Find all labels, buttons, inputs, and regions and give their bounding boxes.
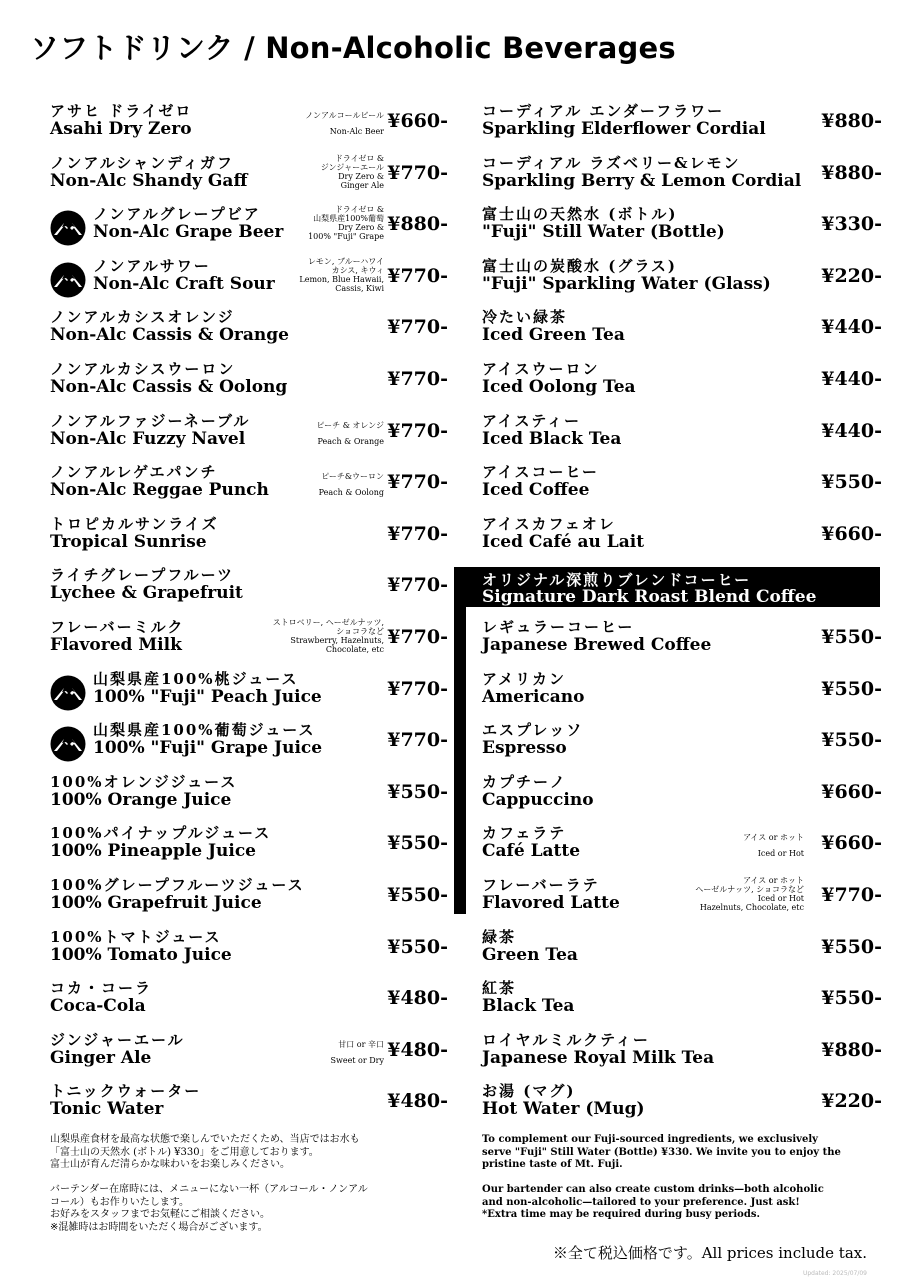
menu-item-price: ¥770- (387, 367, 448, 390)
menu-item-names (50, 979, 152, 1015)
menu-column-right (482, 100, 902, 1132)
menu-item-price: ¥480- (387, 987, 448, 1010)
menu-item-names (93, 205, 283, 241)
menu-item-names (482, 360, 636, 396)
menu-item-price: ¥480- (387, 1038, 448, 1061)
menu-item-note: レモン, ブルーハワイ カシス, キウィ Lemon, Blue Hawaii, Cassis, Kiwi (299, 256, 384, 293)
menu-item (482, 358, 902, 410)
menu-item-names (50, 102, 192, 138)
coffee-section-bar (454, 567, 466, 914)
menu-item-name-en: Ginger Ale (50, 1047, 152, 1068)
menu-item-names (482, 257, 771, 293)
menu-item-name-jp: ノンアルカシスウーロン (50, 359, 236, 378)
menu-item-name-en: Non-Alc Fuzzy Navel (50, 428, 246, 449)
menu-item-names (482, 515, 644, 551)
menu-item-names (482, 463, 599, 499)
menu-item (50, 1080, 470, 1132)
menu-item-price: ¥770- (387, 729, 448, 752)
menu-item-names (482, 824, 580, 860)
menu-item-name-jp: アメリカン (482, 669, 566, 688)
menu-item (482, 100, 902, 152)
menu-item-name-jp: ジンジャーエール (50, 1030, 185, 1049)
menu-item-names (482, 205, 725, 241)
menu-item (482, 152, 902, 204)
menu-item-names (93, 670, 322, 706)
menu-item-name-jp: レギュラーコーヒー (482, 617, 635, 636)
menu-item-names (50, 618, 184, 654)
menu-item-name-en: Coca-Cola (50, 996, 146, 1017)
menu-item (50, 771, 470, 823)
menu-item-name-jp: フレーバーラテ (482, 875, 600, 894)
menu-item-names (93, 257, 275, 293)
menu-item-price: ¥770- (387, 264, 448, 287)
menu-item-name-jp: ノンアルサワー (93, 256, 211, 275)
menu-item (482, 1080, 902, 1132)
menu-item-name-jp: 富士山の炭酸水 (グラス) (482, 256, 677, 275)
menu-item (50, 874, 470, 926)
menu-item (50, 100, 470, 152)
menu-item-name-en: 100% Orange Juice (50, 789, 232, 810)
page-title: ソフトドリンク / Non-Alcoholic Beverages (30, 31, 676, 65)
menu-item-price: ¥480- (387, 1090, 448, 1113)
menu-item-name-jp: カフェラテ (482, 824, 567, 843)
menu-item-price: ¥770- (387, 625, 448, 648)
menu-item-name-jp: 100%パイナップルジュース (50, 824, 272, 843)
menu-item-price: ¥330- (821, 213, 882, 236)
menu-item-names (50, 928, 232, 964)
menu-item-name-jp: ノンアルレゲエパンチ (50, 463, 218, 482)
menu-item (482, 513, 902, 565)
menu-item-price: ¥220- (821, 264, 882, 287)
menu-item-price: ¥880- (821, 161, 882, 184)
menu-item (50, 255, 470, 307)
menu-item-name-jp: ノンアルファジーネーブル (50, 411, 251, 430)
menu-item-name-en: 100% "Fuji" Peach Juice (93, 686, 322, 707)
menu-item-price: ¥770- (387, 419, 448, 442)
menu-item (482, 822, 902, 874)
menu-item-name-en: Non-Alc Craft Sour (93, 273, 275, 294)
menu-item-name-en: Café Latte (482, 841, 581, 862)
menu-item (482, 977, 902, 1029)
menu-item-name-jp: エスプレッソ (482, 721, 584, 740)
menu-item-name-jp: トロピカルサンライズ (50, 514, 219, 533)
menu-item-name-en: Black Tea (482, 996, 575, 1017)
menu-item-name-en: 100% Pineapple Juice (50, 841, 256, 862)
menu-item-price: ¥880- (821, 1038, 882, 1061)
menu-item-names (50, 360, 287, 396)
menu-item-name-jp: アイスコーヒー (482, 463, 599, 482)
menu-item-price: ¥550- (821, 677, 882, 700)
menu-item (482, 926, 902, 978)
menu-item (482, 306, 902, 358)
menu-item-name-jp: 山梨県産100%葡萄ジュース (93, 721, 316, 740)
menu-item-name-en: Asahi Dry Zero (50, 119, 192, 139)
menu-item-names (50, 515, 219, 551)
menu-item (50, 926, 470, 978)
menu-item-name-jp: ノンアルグレープビア (93, 205, 261, 224)
menu-item-names (50, 154, 247, 190)
menu-item-note: ピーチ & オレンジ Peach & Orange (316, 420, 384, 446)
menu-item-names (50, 412, 250, 448)
menu-item (50, 358, 470, 410)
menu-item-name-en: Flavored Latte (482, 892, 620, 913)
menu-item-name-en: Sparkling Elderflower Cordial (482, 119, 766, 139)
menu-item-price: ¥770- (387, 161, 448, 184)
menu-item-price: ¥770- (387, 471, 448, 494)
menu-item (50, 822, 470, 874)
menu-item-name-en: Japanese Brewed Coffee (482, 634, 712, 655)
menu-item-names (50, 566, 243, 602)
menu-item-price: ¥550- (387, 832, 448, 855)
menu-item (482, 616, 902, 668)
menu-item-name-en: Iced Black Tea (482, 428, 622, 449)
menu-item-price: ¥880- (387, 213, 448, 236)
menu-item-price: ¥550- (821, 935, 882, 958)
menu-item-note: ノンアルコールビール Non-Alc Beer (305, 111, 384, 136)
mt-fuji-icon (50, 210, 86, 246)
menu-item-price: ¥440- (821, 419, 882, 442)
menu-item-name-jp: コーディアル エンダーフラワー (482, 102, 725, 120)
menu-item-name-jp: お湯 (マグ) (482, 1082, 576, 1101)
menu-item-name-jp: コカ・コーラ (50, 979, 153, 998)
menu-item-name-en: Non-Alc Cassis & Orange (50, 325, 289, 346)
menu-item-price: ¥550- (821, 471, 882, 494)
menu-item-name-jp: ノンアルカシスオレンジ (50, 308, 235, 327)
menu-item (50, 461, 470, 513)
menu-item-name-jp: 冷たい緑茶 (482, 308, 568, 327)
menu-item-name-en: Non-Alc Grape Beer (93, 222, 284, 243)
menu-item (482, 1029, 902, 1081)
menu-item-price: ¥550- (387, 935, 448, 958)
menu-item-name-en: Tropical Sunrise (50, 531, 207, 552)
banner-title-jp: オリジナル深煎りブレンドコーヒー (482, 571, 752, 589)
menu-item-names (482, 979, 574, 1015)
menu-item (50, 616, 470, 668)
menu-item (50, 513, 470, 565)
menu-item-names (482, 670, 584, 706)
menu-item-price: ¥660- (821, 522, 882, 545)
mt-fuji-icon (50, 675, 86, 711)
menu-item-name-en: Tonic Water (50, 1099, 164, 1120)
menu-item-name-jp: ライチグレープフルーツ (50, 566, 235, 585)
footer-note-jp: 山梨県産食材を最高な状態で楽しんでいただくため、当店ではお水も 「富士山の天然水 (ボトル) ¥330」をご用意しております。 富士山が育んだ清らかな味わいをお楽しみください。 バーテンダー在席時には、メニューにない一杯（アルコール・ノンアル コール）もお作りいたします。 お好みをスタッフまでお気軽にご相談ください。 ※混雑時はお時間をいただく場合がございます。 (50, 1134, 368, 1233)
menu-item-price: ¥770- (387, 574, 448, 597)
menu-item-names (50, 876, 305, 912)
menu-item-price: ¥220- (821, 1090, 882, 1113)
menu-item-names (50, 773, 237, 809)
menu-item-note: アイス or ホット ヘーゼルナッツ, ショコラなど Iced or Hot Hazelnuts, Chocolate, etc (695, 875, 804, 912)
menu-item-name-jp: 100%オレンジジュース (50, 772, 238, 791)
menu-item-name-jp: トニックウォーター (50, 1082, 202, 1101)
menu-item-name-jp: アサヒ ドライゼロ (50, 102, 193, 120)
menu-item-names (482, 308, 625, 344)
menu-item-name-jp: 緑茶 (482, 927, 517, 946)
menu-item-name-en: Espresso (482, 738, 567, 759)
menu-item-price: ¥550- (387, 883, 448, 906)
menu-item-name-en: Americano (482, 686, 585, 707)
menu-item-price: ¥440- (821, 367, 882, 390)
menu-item-name-jp: フレーバーミルク (50, 617, 185, 636)
menu-item-price: ¥770- (387, 522, 448, 545)
menu-item-price: ¥660- (387, 110, 448, 132)
menu-item (482, 461, 902, 513)
menu-item-names (482, 412, 621, 448)
menu-item-name-jp: アイスカフェオレ (482, 514, 616, 533)
menu-item (50, 152, 470, 204)
menu-item-price: ¥880- (821, 110, 882, 132)
menu-item-price: ¥770- (821, 883, 882, 906)
menu-item (482, 874, 902, 926)
menu-item-name-en: Sparkling Berry & Lemon Cordial (482, 170, 802, 191)
footer-note-en: To complement our Fuji-sourced ingredients, we exclusively serve "Fuji" Still Water (Bottle) ¥330. We invite you to enjoy the pristine taste of Mt. Fuji. Our bartender can also create custom drinks—both alcoholic and non-alcoholic—tailored to your preference. Just ask! *Extra time may be required during busy periods. (482, 1134, 841, 1220)
menu-item-name-en: Lychee & Grapefruit (50, 583, 243, 604)
menu-item-names (50, 1031, 185, 1067)
menu-item-name-jp: アイスウーロン (482, 359, 600, 378)
menu-item-name-en: 100% Grapefruit Juice (50, 892, 262, 913)
menu-item-price: ¥550- (821, 987, 882, 1010)
menu-item (482, 203, 902, 255)
menu-item-name-jp: 100%トマトジュース (50, 927, 222, 946)
updated-date: Updated: 2025/07/09 (802, 1270, 867, 1277)
menu-item-name-en: Iced Coffee (482, 480, 590, 501)
menu-item (482, 771, 902, 823)
banner-title-en: Signature Dark Roast Blend Coffee (482, 587, 817, 607)
menu-item-name-en: Japanese Royal Milk Tea (482, 1047, 715, 1068)
menu-item-names (482, 876, 620, 912)
menu-item-name-en: "Fuji" Still Water (Bottle) (482, 222, 725, 243)
menu-item-note: アイス or ホット Iced or Hot (743, 833, 804, 859)
menu-item (482, 719, 902, 771)
menu-item (50, 203, 470, 255)
menu-item-price: ¥550- (821, 625, 882, 648)
menu-item-names (482, 1031, 714, 1067)
menu-item-name-jp: カプチーノ (482, 772, 567, 791)
menu-item-names (482, 102, 766, 138)
menu-item (50, 719, 470, 771)
menu-item-name-en: Non-Alc Shandy Gaff (50, 170, 248, 191)
menu-item-name-jp: アイスティー (482, 411, 582, 430)
menu-item-names (50, 463, 269, 499)
menu-item-price: ¥770- (387, 316, 448, 339)
menu-item-names (482, 154, 801, 190)
menu-item-names (93, 721, 322, 757)
menu-item (50, 564, 470, 616)
menu-item-name-en: "Fuji" Sparkling Water (Glass) (482, 273, 771, 294)
menu-item-names (50, 1082, 201, 1118)
menu-item-price: ¥660- (821, 832, 882, 855)
menu-item-price: ¥550- (387, 780, 448, 803)
menu-item-name-en: Iced Oolong Tea (482, 376, 636, 397)
menu-item-name-jp: ノンアルシャンディガフ (50, 153, 234, 172)
menu-item-price: ¥550- (821, 729, 882, 752)
menu-item-names (50, 308, 289, 344)
menu-item (50, 306, 470, 358)
menu-item-name-en: 100% Tomato Juice (50, 944, 232, 965)
menu-item-name-en: Green Tea (482, 944, 578, 965)
menu-item-name-en: Iced Green Tea (482, 325, 625, 346)
mt-fuji-icon (50, 726, 86, 762)
menu-item-names (482, 773, 594, 809)
menu-item-name-en: Cappuccino (482, 789, 594, 810)
menu-item-price: ¥770- (387, 677, 448, 700)
tax-note: ※全て税込価格です。All prices include tax. (552, 1244, 867, 1262)
menu-column-left (50, 100, 470, 1132)
menu-item (50, 410, 470, 462)
mt-fuji-icon (50, 262, 86, 298)
menu-item-price: ¥440- (821, 316, 882, 339)
menu-item-name-jp: ロイヤルミルクティー (482, 1030, 650, 1049)
menu-item-names (482, 928, 578, 964)
menu-item (482, 410, 902, 462)
menu-item-name-en: Hot Water (Mug) (482, 1099, 645, 1120)
menu-item (50, 668, 470, 720)
menu-item-name-jp: 紅茶 (482, 979, 517, 998)
menu-item-name-en: Flavored Milk (50, 634, 182, 655)
menu-item-name-jp: コーディアル ラズベリー&レモン (482, 153, 741, 172)
menu-item-price: ¥660- (821, 780, 882, 803)
menu-item (50, 1029, 470, 1081)
menu-item-note: 甘口 or 辛口 Sweet or Dry (330, 1039, 384, 1065)
menu-item-name-en: 100% "Fuji" Grape Juice (93, 738, 323, 759)
coffee-section-banner (454, 567, 880, 607)
menu-item (482, 255, 902, 307)
menu-item-note: ストロベリー, ヘーゼルナッツ, ショコラなど Strawberry, Hazelnuts, Chocolate, etc (272, 617, 384, 654)
menu-item-name-en: Non-Alc Cassis & Oolong (50, 376, 288, 397)
menu-item-note: ドライゼロ & ジンジャーエール Dry Zero & Ginger Ale (320, 153, 384, 190)
menu-item-name-jp: 100%グレープフルーツジュース (50, 875, 305, 894)
menu-item (482, 668, 902, 720)
menu-item-names (482, 618, 711, 654)
menu-item-note: ドライゼロ & 山梨県産100%葡萄 Dry Zero & 100% "Fuji" Grape (308, 205, 384, 242)
menu-item-note: ピーチ&ウーロン Peach & Oolong (318, 472, 384, 498)
menu-item-name-jp: 富士山の天然水 (ボトル) (482, 205, 678, 224)
menu-item-names (50, 824, 271, 860)
menu-item-names (482, 1082, 645, 1118)
menu-item-names (482, 721, 583, 757)
menu-item (50, 977, 470, 1029)
menu-item-name-en: Iced Café au Lait (482, 531, 645, 552)
menu-item-name-en: Non-Alc Reggae Punch (50, 480, 269, 501)
menu-item-name-jp: 山梨県産100%桃ジュース (93, 669, 299, 688)
